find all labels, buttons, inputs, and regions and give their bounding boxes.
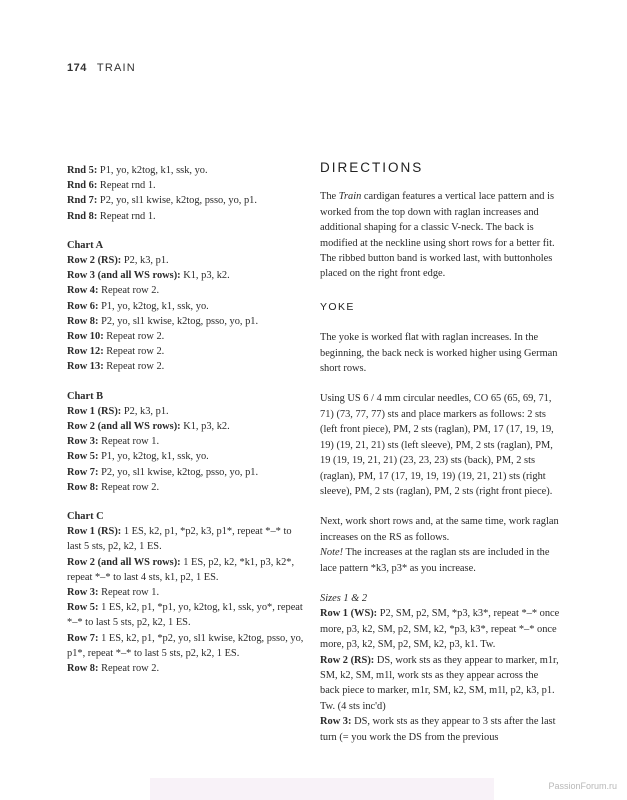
instruction-line: Rnd 6: Repeat rnd 1. (67, 180, 156, 192)
instruction-row: Row 2 (and all WS rows): K1, p3, k2. (67, 421, 230, 433)
section-title: TRAIN (96, 62, 136, 74)
instruction-row: Row 10: Repeat row 2. (67, 331, 165, 343)
instruction-line: Rnd 5: P1, yo, k2tog, k1, ssk, yo. (67, 165, 208, 176)
chart-b-heading: Chart B (67, 390, 104, 402)
instruction-row: Row 7: 1 ES, k2, p1, *p2, yo, sl1 kwise, k2tog, psso, yo, p1*, repeat *–* to last 5 sts, p2, k2, 1 ES. (67, 632, 304, 659)
chart-b-instructions (67, 404, 307, 495)
instruction-line: Rnd 8: Repeat rnd 1. (67, 210, 156, 222)
left-column (67, 163, 307, 676)
sizes-subheading: Sizes 1 & 2 (320, 592, 368, 604)
directions-heading: DIRECTIONS (320, 160, 424, 175)
instruction-row: Row 4: Repeat row 2. (67, 285, 160, 297)
instruction-row: Row 8: Repeat row 2. (67, 481, 160, 493)
instruction-row: Row 1 (RS): P2, k3, p1. (67, 405, 169, 417)
page-header (67, 62, 136, 74)
cast-on-paragraph: Using US 6 / 4 mm circular needles, CO 65 (65, 69, 71, 71) (73, 77, 77) sts and place markers as follows: 2 sts (left front piece), PM, 2 sts (raglan), PM, 17 (17, 19, 19, 19) (19, 21, 21) sts (left sleeve), PM, 2 sts (raglan), PM, 19 (19, 19, 21, 21) (23, 23, 23) sts (back), PM, 2 sts (raglan), PM, 17 (17, 19, 19, 19) (19, 21, 21) sts (right sleeve), PM, 2 sts (raglan), PM, 2 sts (right front piece). (320, 393, 554, 497)
instruction-row: Row 2 (RS): P2, k3, p1. (67, 255, 169, 267)
instruction-row: Row 3: DS, work sts as they appear to 3 sts after the last turn (= you work the DS from the previous (320, 716, 556, 743)
short-rows-paragraph: Next, work short rows and, at the same time, work raglan increases on the RS as follows. Note! The increases at the raglan sts are included in the lace pattern *k3, p3* as you increase. (320, 516, 559, 574)
instruction-row: Row 8: P2, yo, sl1 kwise, k2tog, psso, yo, p1. (67, 315, 259, 327)
instruction-row: Row 1 (RS): 1 ES, k2, p1, *p2, k3, p1*, repeat *–* to last 5 sts, p2, k2, 1 ES. (67, 526, 292, 553)
page-number: 174 (67, 62, 87, 74)
instruction-row: Row 3: Repeat row 1. (67, 587, 160, 599)
yoke-heading: YOKE (320, 300, 355, 313)
instruction-row: Row 2 (RS): DS, work sts as they appear to marker, m1r, SM, k2, SM, m1l, work sts as they appear across the back piece to marker, m1r, SM, k2, SM, m1l, p2, k3, p1. Tw. (4 sts inc'd) (320, 654, 559, 712)
yoke-paragraph: The yoke is worked flat with raglan increases. In the beginning, the back neck is worked higher using German short rows. (320, 332, 558, 375)
instruction-row: Row 2 (and all WS rows): 1 ES, p2, k2, *k1, p3, k2*, repeat *–* to last 4 sts, k1, p2, 1 ES. (67, 556, 295, 583)
instruction-row: Row 5: P1, yo, k2tog, k1, ssk, yo. (67, 451, 209, 463)
right-column (320, 160, 560, 745)
chart-c-heading: Chart C (67, 511, 104, 523)
instruction-row: Row 7: P2, yo, sl1 kwise, k2tog, psso, yo, p1. (67, 466, 259, 478)
instruction-row: Row 8: Repeat row 2. (67, 663, 160, 675)
bottom-bar (150, 778, 494, 800)
instruction-row: Row 1 (WS): P2, SM, p2, SM, *p3, k3*, repeat *–* once more, p3, k2, SM, p2, SM, k2, *p3, k3*, repeat *–* once more, p3, k2, SM, p2, SM, k2, p3, k1. Tw. (320, 608, 560, 651)
chart-a-heading: Chart A (67, 239, 104, 251)
instruction-row: Row 5: 1 ES, k2, p1, *p1, yo, k2tog, k1, ssk, yo*, repeat *–* to last 5 sts, p2, k2, 1 ES. (67, 602, 303, 629)
instruction-row: Row 3: Repeat row 1. (67, 436, 160, 448)
note-label: Note! (320, 547, 344, 559)
instruction-row: Row 13: Repeat row 2. (67, 361, 165, 373)
chart-c-instructions (67, 524, 307, 676)
intro-paragraph: The Train cardigan features a vertical lace pattern and is worked from the top down with raglan increases and additional shaping for a classic V-neck. The back is modified at the neckline using short rows for a better fit. The ribbed button band is worked last, with buttonholes placed on the right front edge. (320, 191, 555, 280)
instruction-row: Row 6: P1, yo, k2tog, k1, ssk, yo. (67, 300, 209, 312)
chart-a-instructions (67, 253, 307, 375)
sizes-instructions (320, 606, 560, 745)
instruction-line: Rnd 7: P2, yo, sl1 kwise, k2tog, psso, yo, p1. (67, 195, 257, 207)
watermark: PassionForum.ru (548, 781, 617, 791)
instruction-row: Row 12: Repeat row 2. (67, 346, 165, 358)
instruction-row: Row 3 (and all WS rows): K1, p3, k2. (67, 270, 230, 282)
